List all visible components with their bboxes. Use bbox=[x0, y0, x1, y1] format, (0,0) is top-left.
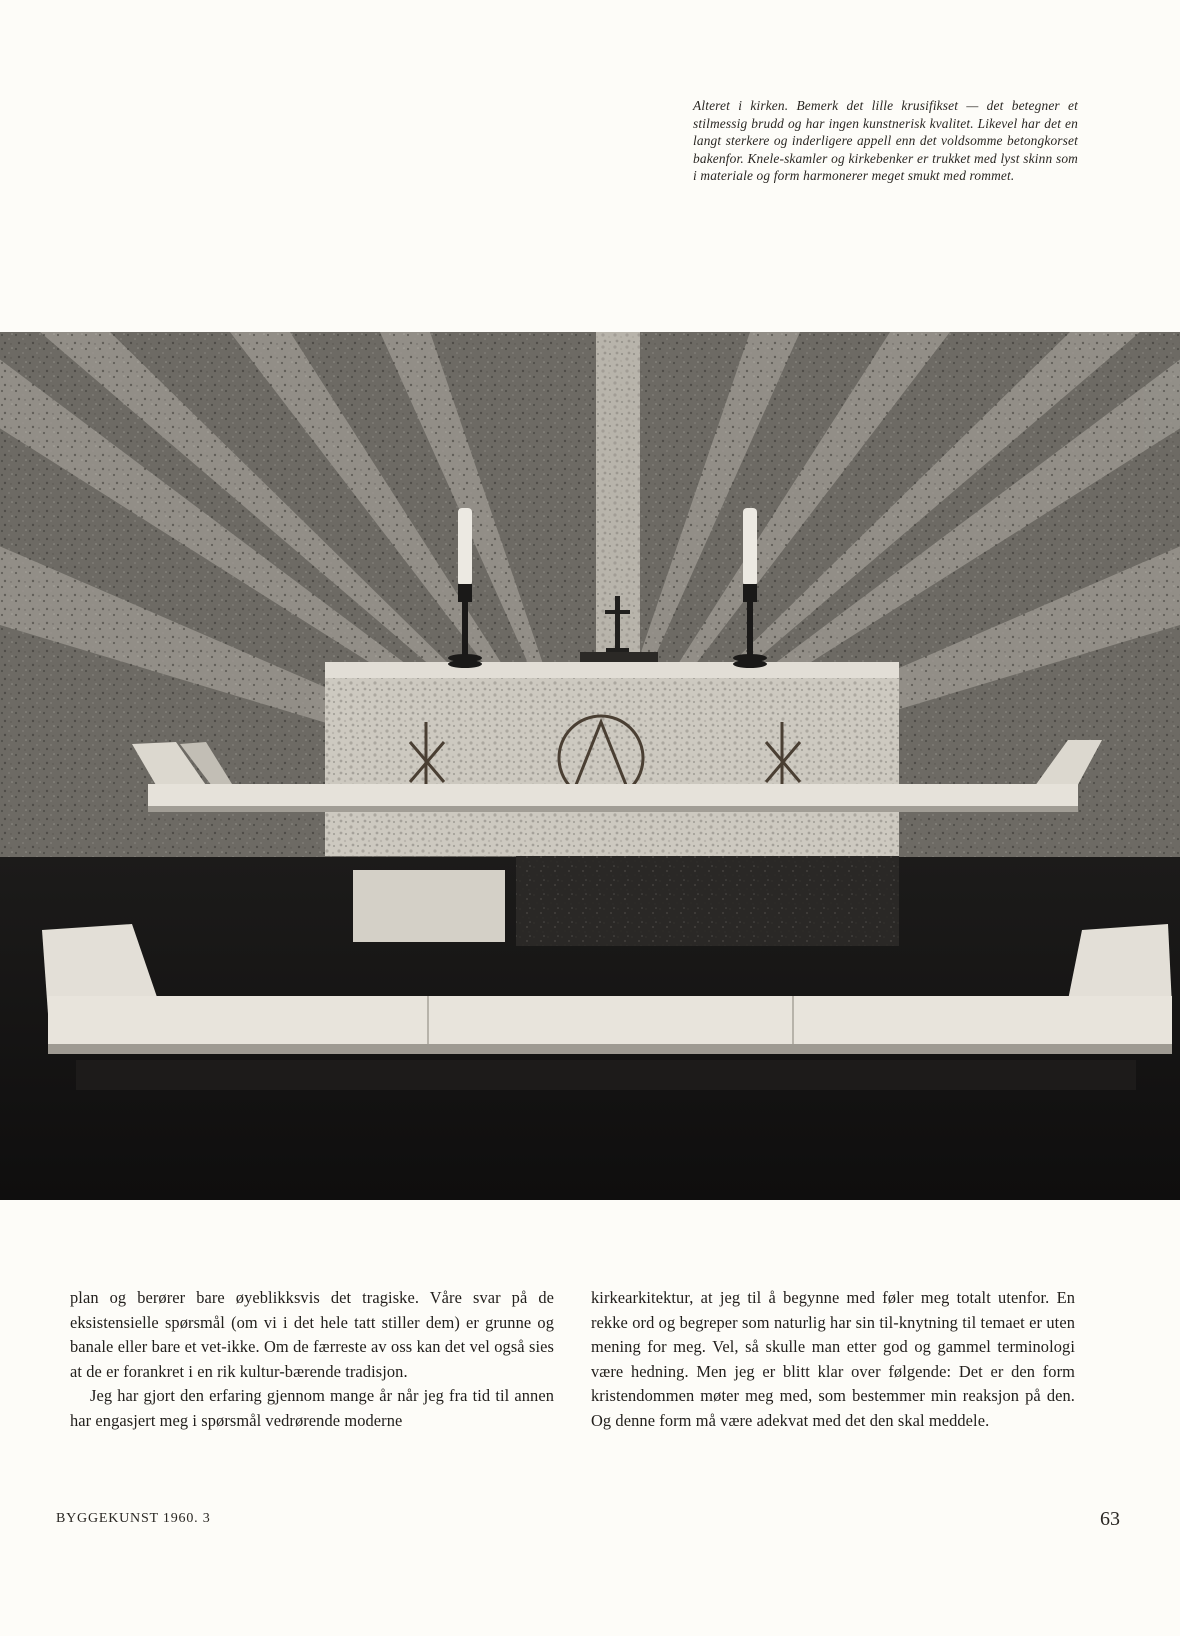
paragraph: Jeg har gjort den erfaring gjennom mange år når jeg fra tid til annen har engasjert meg i spørsmål vedrørende moderne bbox=[70, 1386, 554, 1430]
body-text-right-column bbox=[591, 1286, 1075, 1434]
paragraph: kirkearkitektur, at jeg til å begynne med føler meg totalt utenfor. En rekke ord og begreper som naturlig har sin til-knytning til temaet er uten mening for meg. Vel, så skulle man etter god og gammel terminologi være hedning. Men jeg er blitt klar over følgende: Det er den form kristendommen møter meg med, som bestemmer min reaksjon på den. Og denne form må være adekvat med det den skal meddele. bbox=[591, 1288, 1075, 1430]
body-text-left-column bbox=[70, 1286, 554, 1434]
journal-issue: BYGGEKUNST 1960. 3 bbox=[56, 1511, 211, 1526]
altar-photograph-drawing bbox=[0, 332, 1180, 1200]
altar-block bbox=[325, 660, 899, 856]
paragraph: plan og berører bare øyeblikksvis det tragiske. Våre svar på de eksistensielle spørsmål (om vi i det hele tatt stiller dem) er grunne og banale eller bare et vet-ikke. Om de færreste av oss kan det vel også sies at de er forankret i en rik kultur-bærende tradisjon. bbox=[70, 1288, 554, 1381]
kneeler-cushion bbox=[353, 870, 505, 942]
page-number: 63 bbox=[1100, 1508, 1120, 1530]
altar-photograph bbox=[0, 332, 1180, 1200]
photo-caption: Alteret i kirken. Bemerk det lille krusifikset — det betegner et stilmessig brudd og har ingen kunstnerisk kvalitet. Likevel har det en langt sterkere og inderligere appell enn det voldsomme betongkorset bakenfor. Knele-skamler og kirkebenker er trukket med lyst skinn som i materiale og form harmonerer meget smukt med rommet. bbox=[693, 98, 1078, 184]
